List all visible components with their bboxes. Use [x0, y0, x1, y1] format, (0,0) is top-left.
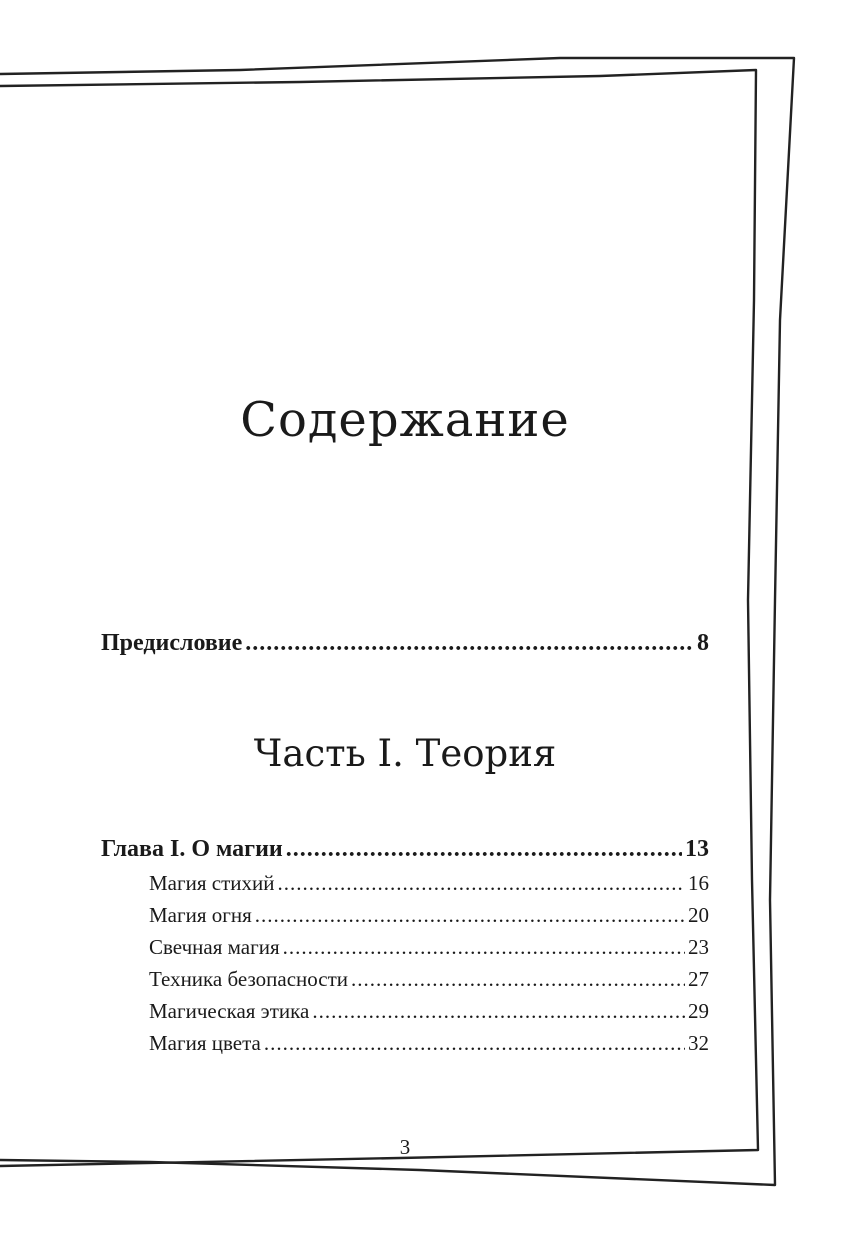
toc-leader-dots — [312, 999, 685, 1024]
page-number: 3 — [399, 1135, 411, 1159]
toc-entry-page: 27 — [688, 967, 709, 991]
toc-entry-page: 29 — [688, 999, 709, 1023]
toc-entry-page: 23 — [688, 935, 709, 959]
toc-leader-dots — [245, 630, 694, 657]
toc-entry-page: 32 — [688, 1031, 709, 1055]
toc-entry-chapter-1[interactable] — [101, 836, 709, 863]
toc-entry-label: Магия цвета — [149, 1031, 261, 1055]
toc-entry-section[interactable] — [149, 871, 709, 896]
toc-entry-label: Глава I. О магии — [101, 836, 283, 862]
toc-entry-section[interactable] — [149, 999, 709, 1024]
toc-entry-section[interactable] — [149, 1031, 709, 1056]
toc-entry-section[interactable] — [149, 967, 709, 992]
part-title: Часть I. Теория — [253, 732, 557, 775]
toc-entry-page: 16 — [688, 871, 709, 895]
toc-leader-dots — [264, 1031, 685, 1056]
toc-entry-label: Свечная магия — [149, 935, 280, 959]
toc-entry-page: 20 — [688, 903, 709, 927]
toc-entry-label: Магическая этика — [149, 999, 310, 1023]
page-title: Содержание — [240, 392, 570, 448]
toc-leader-dots — [286, 836, 682, 863]
toc-entry-page: 8 — [697, 630, 709, 656]
toc-entry-preface[interactable] — [101, 630, 709, 657]
toc-entry-section[interactable] — [149, 903, 709, 928]
toc-entry-label: Магия огня — [149, 903, 252, 927]
toc-entry-page: 13 — [685, 836, 709, 862]
toc-entry-label: Предисловие — [101, 630, 243, 656]
toc-entry-label: Магия стихий — [149, 871, 275, 895]
toc-leader-dots — [277, 871, 685, 896]
toc-leader-dots — [255, 903, 685, 928]
toc-entry-section[interactable] — [149, 935, 709, 960]
toc-leader-dots — [283, 935, 685, 960]
toc-entry-label: Техника безопасности — [149, 967, 349, 991]
toc-leader-dots — [351, 967, 685, 992]
